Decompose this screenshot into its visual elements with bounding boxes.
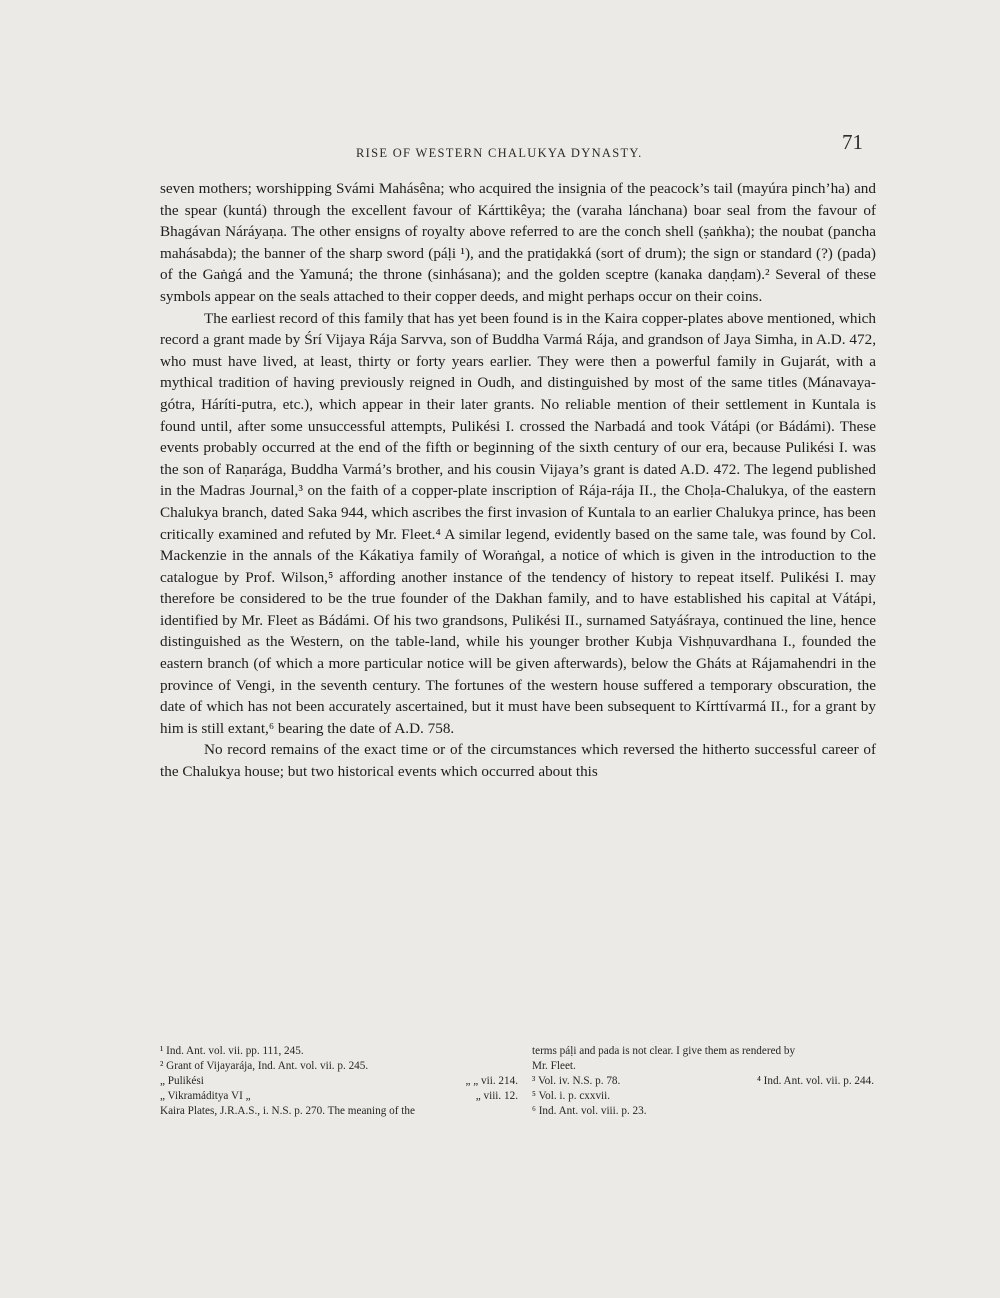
footnote: ² Grant of Vijayarája, Ind. Ant. vol. vii. p. 245. (160, 1060, 369, 1072)
page-number: 71 (842, 130, 863, 154)
footnote-part: „ „ vii. 214. (465, 1075, 518, 1087)
running-head: RISE OF WESTERN CHALUKYA DYNASTY. (356, 146, 643, 160)
footnote-continuation: Mr. Fleet. (532, 1060, 576, 1072)
footnote-continuation (160, 1089, 520, 1104)
paragraph: seven mothers; worshipping Svámi Mahásêna; who acquired the insignia of the peacock’s tail (mayúra pinch’ha) and the spear (kuntá) through the excellent favour of Kárttikêya; the (varaha lánchana) boar seal from the favour of Bhagávan Náráyaṇa. The other ensigns of royalty above referred to are the conch shell (ṣaṅkha); the noubat (pancha mahásabda); the banner of the sharp sword (páḷi ¹), and the pratiḍakká (sort of drum); the sign or standard (?) (pada) of the Gaṅgá and the Yamuná; the throne (sinhásana); and the golden sceptre (kanaka daṇḍam).² Several of these symbols appear on the seals attached to their copper deeds, and might perhaps occur on their coins. (160, 180, 876, 305)
footnote-continuation: Kaira Plates, J.R.A.S., i. N.S. p. 270. The meaning of the (160, 1105, 415, 1117)
paragraph: No record remains of the exact time or of the circumstances which reversed the hitherto successful career of the Chalukya house; but two historical events which occurred about this (160, 741, 876, 781)
footnote: ¹ Ind. Ant. vol. vii. pp. 111, 245. (160, 1045, 304, 1057)
footnote-part: „ Pulikési (160, 1075, 204, 1087)
footnote-part: „ Vikramáditya VI „ (160, 1090, 251, 1102)
footnotes-left-column (160, 1044, 520, 1119)
footnote-part: „ viii. 12. (475, 1090, 518, 1102)
footnotes-right-column (532, 1044, 876, 1119)
paragraph: The earliest record of this family that has yet been found is in the Kaira copper-plates above mentioned, which record a grant made by Śrí Vijaya Rája Sarvva, son of Buddha Varmá Rája, and grandson of Jaya Simha, in A.D. 472, who must have lived, at least, thirty or forty years earlier. They were then a powerful family in Gujarát, with a mythical tradition of having previously reigned in Oudh, and distinguished by most of the same titles (Mánavaya-gótra, Háríti-putra, etc.), which appear in their later grants. No reliable mention of their settlement in Kuntala is found until, after some unsuccessful attempts, Pulikési I. crossed the Narbadá and took Vátápi (or Bádámi). These events probably occurred at the end of the fifth or beginning of the sixth century of our era, because Pulikési I. was the son of Raṇarága, Buddha Varmá’s brother, and his cousin Vijaya’s grant is dated A.D. 472. The legend published in the Madras Journal,³ on the faith of a copper-plate inscription of Rája-rája II., the Choḷa-Chalukya, of the eastern Chalukya branch, dated Saka 944, which ascribes the first invasion of Kuntala to an earlier Chalukya prince, has been critically examined and refuted by Mr. Fleet.⁴ A similar legend, evidently based on the same tale, was found by Col. Mackenzie in the annals of the Kákatiya family of Woraṅgal, a notice of which is given in the introduction to the catalogue by Prof. Wilson,⁵ affording another instance of the tendency of history to repeat itself. Pulikési I. may therefore be considered to be the true founder of the Dakhan family, and to have established his capital at Vátápi, identified by Mr. Fleet as Bádámi. Of his two grandsons, Pulikési II., surnamed Satyáśraya, continued the line, hence distinguished as the Western, on the table-land, while his younger brother Kubja Vishṇuvardhana I., founded the eastern branch (of which a more particular notice will be given afterwards), below the Gháts at Rájamahendri in the province of Vengi, in the seventh century. The fortunes of the western house suffered a temporary obscuration, the date of which has not been accurately ascertained, but it must have been subsequent to Kírttívarmá II., for a grant by him is still extant,⁶ bearing the date of A.D. 758. (160, 309, 876, 737)
footnote: ⁶ Ind. Ant. vol. viii. p. 23. (532, 1105, 647, 1117)
footnote: ⁵ Vol. i. p. cxxvii. (532, 1090, 611, 1102)
footnote-continuation (160, 1074, 520, 1089)
footnote: ⁴ Ind. Ant. vol. vii. p. 244. (756, 1075, 874, 1087)
footnote: ³ Vol. iv. N.S. p. 78. (532, 1075, 621, 1087)
body-text (160, 178, 876, 783)
footnote-pair (532, 1074, 876, 1089)
footnote-continuation: terms páḷi and pada is not clear. I give them as rendered by (532, 1045, 796, 1057)
